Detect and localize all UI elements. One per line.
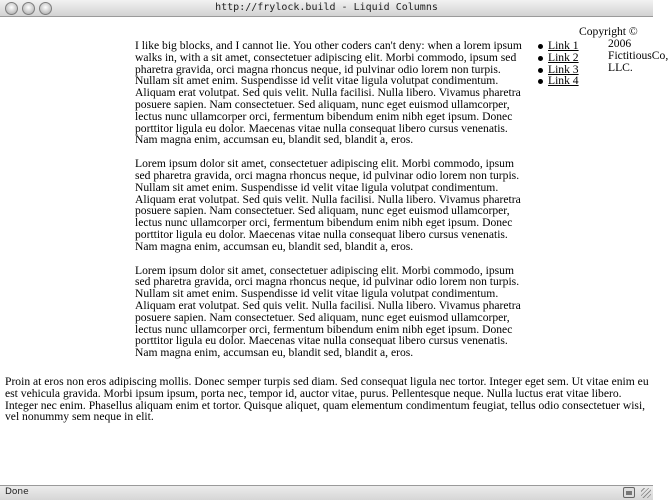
status-bar xyxy=(0,485,653,500)
main-content-column xyxy=(135,40,530,371)
resize-grip-icon[interactable] xyxy=(641,488,651,498)
window-titlebar xyxy=(0,0,653,17)
content-paragraph-3: Lorem ipsum dolor sit amet, consectetuer adipiscing elit. Morbi commodo, ipsum sed pharetra gravida, orci magna rhoncus neque, id pulvinar odio lorem non turpis. Nullam sit amet enim. Suspendisse id velit vitae ligula volutpat condimentum. Aliquam erat volutpat. Sed quis velit. Nulla facilisi. Nulla libero. Vivamus pharetra posuere sapien. Nam consectetuer. Sed aliquam, nunc eget euismod ullamcorper, lectus nunc ullamcorper orci, fermentum bibendum enim nibh eget ipsum. Donec porttitor ligula eu dolor. Maecenas vitae nulla consequat libero cursus venenatis. Nam magna enim, accumsan eu, blandit sed, blandit a, eros. xyxy=(135,263,521,360)
sidebar-link-list xyxy=(530,40,579,87)
window-title: http://frylock.build - Liquid Columns xyxy=(215,2,438,13)
sidebar-link-2[interactable]: Link 2 xyxy=(548,50,579,64)
copyright-body: 2006 FictitiousCo, LLC. xyxy=(608,37,668,74)
status-text: Done xyxy=(5,487,29,497)
security-lock-icon[interactable] xyxy=(623,487,635,498)
list-item xyxy=(530,75,579,87)
content-paragraph-1: I like big blocks, and I cannot lie. You other coders can't deny: when a lorem ipsum walks in, with a sit amet, consectetuer adipiscing elit. Morbi commodo, ipsum sed pharetra gravida, orci magna rhoncus neque, id pulvinar odio lorem non turpis. Nullam sit amet enim. Suspendisse id velit vitae ligula volutpat condimentum. Aliquam erat volutpat. Sed quis velit. Nulla facilisi. Nulla libero. Vivamus pharetra posuere sapien. Nam consectetuer. Sed aliquam, nunc eget euismod ullamcorper, lectus nunc ullamcorper orci, fermentum bibendum enim nibh eget ipsum. Donec porttitor ligula eu dolor. Maecenas vitae nulla consequat libero cursus venenatis. Nam magna enim, accumsan eu, blandit sed, blandit a, eros. xyxy=(135,39,522,147)
bullet-icon xyxy=(538,79,543,84)
bullet-icon xyxy=(538,44,543,49)
sidebar-link-3[interactable]: Link 3 xyxy=(548,62,579,76)
copyright-label: Copyright © xyxy=(579,25,638,38)
bullet-icon xyxy=(538,56,543,61)
sidebar-link-4[interactable]: Link 4 xyxy=(548,74,579,88)
sidebar-link-1[interactable]: Link 1 xyxy=(548,39,579,52)
bullet-icon xyxy=(538,68,543,73)
content-paragraph-2: Lorem ipsum dolor sit amet, consectetuer adipiscing elit. Morbi commodo, ipsum sed pharetra gravida, orci magna rhoncus neque, id pulvinar odio lorem non turpis. Nullam sit amet enim. Suspendisse id velit vitae ligula volutpat condimentum. Aliquam erat volutpat. Sed quis velit. Nulla facilisi. Nulla libero. Vivamus pharetra posuere sapien. Nam consectetuer. Sed aliquam, nunc eget euismod ullamcorper, lectus nunc ullamcorper orci, fermentum bibendum enim nibh eget ipsum. Donec porttitor ligula eu dolor. Maecenas vitae nulla consequat libero cursus venenatis. Nam magna enim, accumsan eu, blandit sed, blandit a, eros. xyxy=(135,157,521,253)
footer-paragraph: Proin at eros non eros adipiscing mollis. Donec semper turpis sed diam. Sed consequat ligula nec tortor. Integer eget sem. Ut vitae enim eu est vehicula gravida. Morbi ipsum ipsum, porta nec, tempor id, auctor vitae, purus. Pellentesque neque. Nulla luctus erat vitae libero. Integer nec enim. Phasellus aliquam enim et tortor. Quisque aliquet, quam elementum condimentum feugiat, tellus odio consectetuer wisi, vel nonummy sem neque in elit. xyxy=(5,375,649,424)
